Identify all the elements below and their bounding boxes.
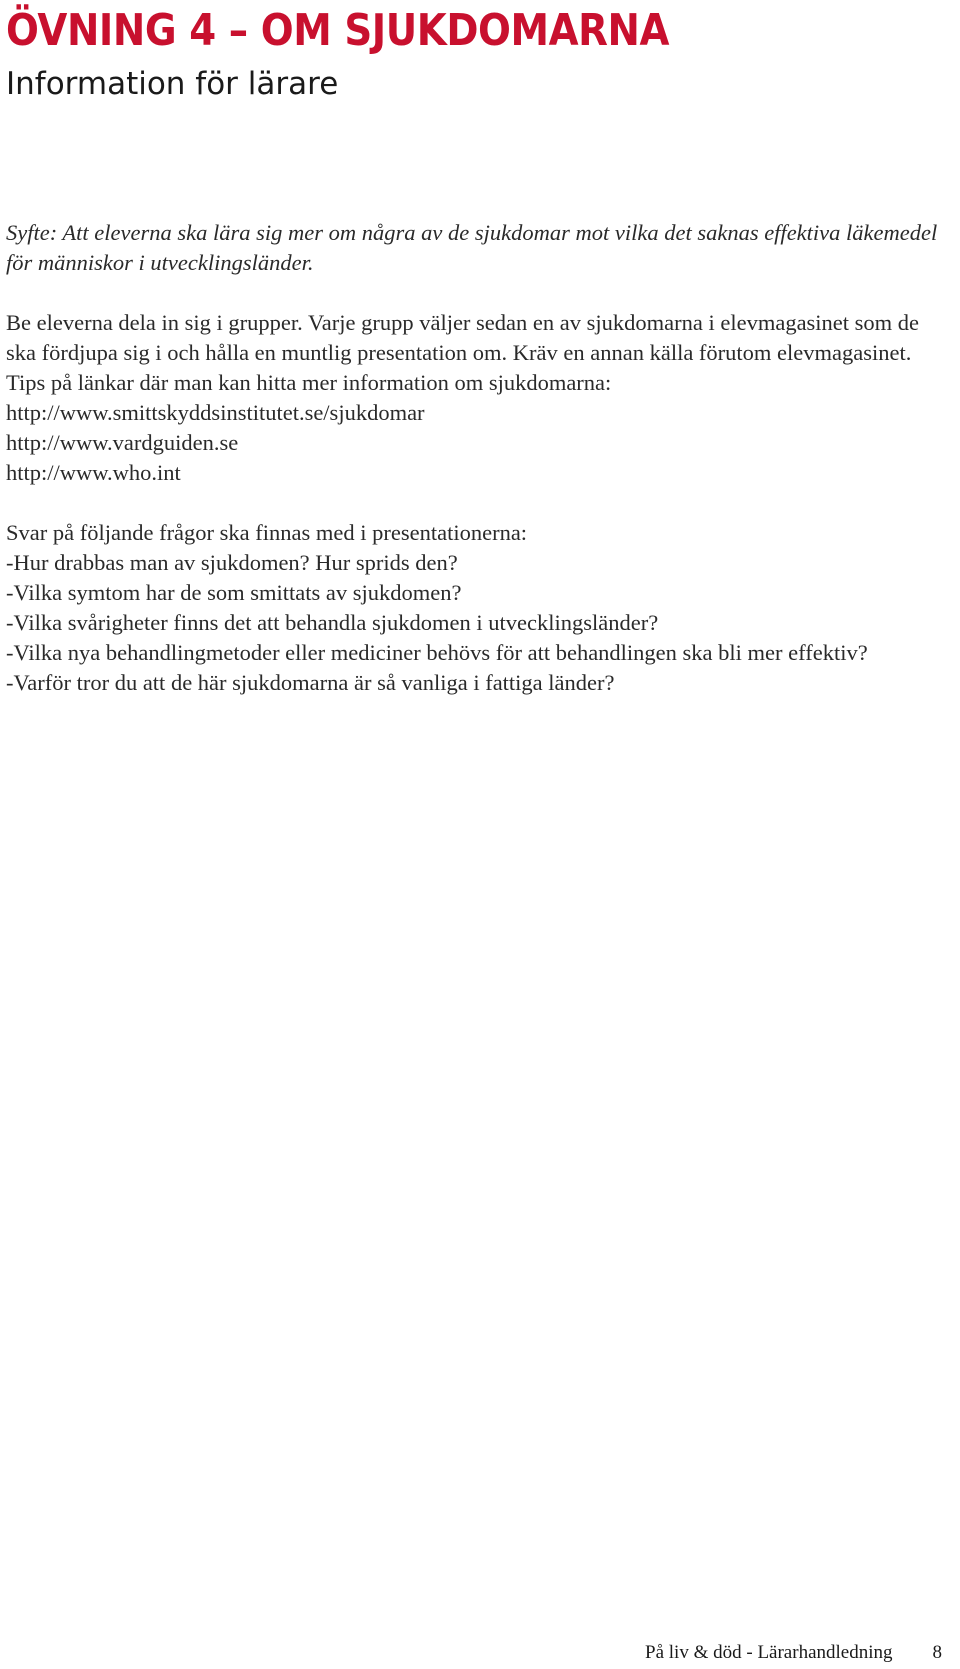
question-item: -Hur drabbas man av sjukdomen? Hur sprids den? <box>6 550 458 575</box>
link-who[interactable]: http://www.who.int <box>6 460 181 485</box>
instructions-paragraph: Be eleverna dela in sig i grupper. Varje grupp väljer sedan en av sjukdomarna i elevmagasinet som de ska fördjupa sig i och hålla en muntlig presentation om. Kräv en annan källa förutom elevmagasinet. Tips på länkar där man kan hitta mer information om sjukdomarna: <box>6 310 920 395</box>
questions-block <box>6 518 941 698</box>
page-subtitle: Information för lärare <box>6 66 339 102</box>
instructions-block <box>6 308 941 488</box>
page-title: ÖVNING 4 – OM SJUKDOMARNA <box>6 5 669 56</box>
page-number: 8 <box>932 1642 942 1663</box>
question-item: -Varför tror du att de här sjukdomarna är så vanliga i fattiga länder? <box>6 670 615 695</box>
purpose-paragraph: Syfte: Att eleverna ska lära sig mer om några av de sjukdomar mot vilka det saknas effektiva läkemedel för människor i utvecklingsländer. <box>6 220 938 275</box>
page-footer <box>645 1641 942 1665</box>
question-item: -Vilka symtom har de som smittats av sjukdomen? <box>6 580 462 605</box>
link-smittskyddsinstitutet[interactable]: http://www.smittskyddsinstitutet.se/sjukdomar <box>6 400 425 425</box>
link-vardguiden[interactable]: http://www.vardguiden.se <box>6 430 239 455</box>
document-body <box>6 218 941 728</box>
questions-intro: Svar på följande frågor ska finnas med i presentationerna: <box>6 520 528 545</box>
question-item: -Vilka svårigheter finns det att behandla sjukdomen i utvecklingsländer? <box>6 610 659 635</box>
footer-label: På liv & död - Lärarhandledning <box>645 1642 893 1663</box>
question-item: -Vilka nya behandlingmetoder eller mediciner behövs för att behandlingen ska bli mer effektiv? <box>6 640 868 665</box>
